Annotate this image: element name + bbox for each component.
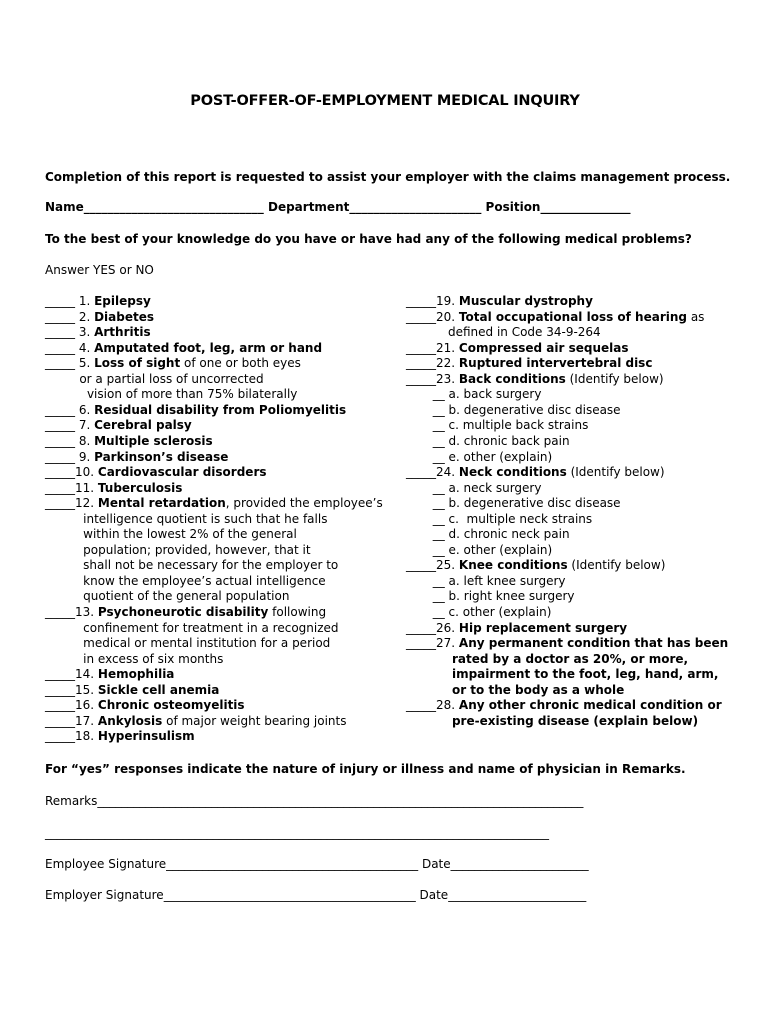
condition-item — [45, 341, 322, 357]
condition-name: pre-existing disease (explain below) — [406, 713, 699, 728]
intro-text: Completion of this report is requested to assist your employer with the claims management process. — [45, 170, 731, 184]
condition-item — [406, 434, 570, 450]
answer-blank[interactable]: _____ — [45, 605, 75, 619]
answer-blank[interactable]: _____ — [406, 558, 436, 573]
condition-number: 20. — [436, 309, 459, 324]
condition-name: Epilepsy — [94, 294, 151, 308]
answer-blank[interactable]: _____ — [45, 449, 79, 464]
condition-number: 17. — [75, 713, 98, 728]
condition-name: Tuberculosis — [97, 480, 183, 495]
answer-blank[interactable]: _____ — [45, 402, 79, 417]
condition-name: Diabetes — [94, 309, 155, 324]
condition-name: Ruptured intervertebral disc — [458, 356, 653, 371]
condition-item — [45, 450, 228, 466]
condition-item — [45, 310, 154, 326]
condition-item — [45, 589, 289, 605]
condition-number: 14. — [75, 667, 98, 682]
condition-detail: within the lowest 2% of the general — [45, 527, 297, 542]
condition-item — [406, 450, 552, 466]
condition-number: 2. — [78, 309, 95, 324]
answer-blank[interactable]: _____ — [45, 465, 75, 480]
employee-date-label: Date — [418, 857, 451, 871]
answer-blank[interactable]: _____ — [45, 682, 75, 697]
condition-detail: defined in Code 34-9-264 — [406, 325, 601, 340]
condition-name: Total occupational loss of hearing — [458, 309, 687, 324]
answer-blank[interactable]: _____ — [406, 636, 436, 651]
answer-blank[interactable]: _____ — [45, 480, 75, 495]
condition-item — [406, 543, 552, 559]
condition-item — [406, 667, 719, 683]
employer-signature-field[interactable]: __________________________________________ — [163, 888, 416, 902]
condition-detail: __ e. other (explain) — [406, 449, 553, 464]
condition-name: Muscular dystrophy — [458, 294, 593, 308]
condition-number: 26. — [436, 620, 459, 635]
condition-item — [406, 512, 592, 528]
condition-item — [45, 683, 219, 699]
condition-number: 10. — [75, 465, 98, 480]
condition-detail: __ b. right knee surgery — [406, 589, 575, 604]
remarks-field-continued[interactable]: ____________________________________________________________________________________ — [45, 826, 549, 840]
employer-date-field[interactable]: _______________________ — [448, 888, 587, 902]
answer-blank[interactable]: _____ — [45, 698, 75, 713]
condition-detail: __ b. degenerative disc disease — [406, 496, 621, 511]
condition-detail: know the employee’s actual intelligence — [45, 573, 326, 588]
condition-name: Psychoneurotic disability — [97, 605, 269, 619]
condition-detail: __ d. chronic neck pain — [406, 527, 570, 542]
condition-item — [45, 294, 151, 310]
condition-item — [406, 465, 665, 481]
condition-item — [406, 310, 704, 326]
condition-item — [45, 512, 327, 528]
condition-number: 21. — [436, 340, 459, 355]
condition-item — [45, 698, 245, 714]
condition-item — [45, 434, 213, 450]
department-label: Department — [267, 200, 350, 214]
answer-blank[interactable]: _____ — [45, 418, 79, 433]
condition-detail: shall not be necessary for the employer to — [45, 558, 339, 573]
condition-detail: or a partial loss of uncorrected — [45, 371, 264, 386]
answer-blank[interactable]: _____ — [406, 371, 436, 386]
condition-item — [406, 294, 593, 310]
condition-number: 12. — [75, 496, 98, 511]
condition-item — [45, 729, 195, 745]
condition-name: Back conditions — [458, 371, 566, 386]
condition-item — [406, 698, 722, 714]
condition-detail: , provided the employee’s — [225, 496, 383, 511]
name-label: Name — [45, 200, 84, 214]
position-label: Position — [485, 200, 541, 214]
answer-blank[interactable]: _____ — [406, 465, 436, 480]
answer-blank[interactable]: _____ — [45, 294, 79, 308]
employee-signature-row — [45, 857, 589, 873]
remarks-field[interactable]: _________________________________________________________________________________ — [97, 794, 584, 808]
condition-item — [45, 387, 297, 403]
condition-item — [45, 325, 151, 341]
answer-blank[interactable]: _____ — [45, 667, 75, 682]
condition-name: Cardiovascular disorders — [97, 465, 267, 480]
condition-name: Hip replacement surgery — [458, 620, 628, 635]
condition-number: 11. — [75, 480, 98, 495]
condition-name: Chronic osteomyelitis — [97, 698, 245, 713]
condition-name: Mental retardation — [97, 496, 226, 511]
condition-item — [45, 527, 297, 543]
condition-item — [406, 574, 566, 590]
condition-number: 15. — [75, 682, 98, 697]
department-field[interactable]: ______________________ — [349, 200, 482, 214]
condition-detail: quotient of the general population — [45, 589, 290, 604]
condition-detail: of one or both eyes — [180, 356, 301, 371]
condition-item — [45, 652, 223, 668]
condition-number: 16. — [75, 698, 98, 713]
condition-item — [406, 621, 627, 637]
condition-item — [406, 418, 588, 434]
condition-detail: following — [268, 605, 327, 619]
condition-name: Hyperinsulism — [97, 729, 195, 744]
condition-name: Ankylosis — [97, 713, 163, 728]
condition-item — [406, 714, 698, 730]
condition-detail: __ c. other (explain) — [406, 605, 552, 619]
condition-item — [406, 589, 575, 605]
employer-signature-row — [45, 888, 586, 904]
condition-detail: (Identify below) — [566, 465, 665, 480]
condition-detail: __ c. multiple back strains — [406, 418, 589, 433]
condition-detail: population; provided, however, that it — [45, 542, 311, 557]
answer-blank[interactable]: _____ — [406, 309, 436, 324]
employee-date-field[interactable]: _______________________ — [450, 857, 589, 871]
condition-number: 19. — [436, 294, 459, 308]
answer-blank[interactable]: _____ — [45, 496, 75, 511]
condition-item — [406, 372, 664, 388]
condition-number: 6. — [78, 402, 95, 417]
condition-name: impairment to the foot, leg, hand, arm, — [406, 667, 719, 682]
condition-name: Residual disability from Poliomyelitis — [94, 402, 347, 417]
condition-item — [45, 372, 264, 388]
condition-name: Neck conditions — [458, 465, 567, 480]
condition-item — [406, 341, 629, 357]
condition-item — [45, 605, 326, 621]
condition-detail: medical or mental institution for a period — [45, 636, 331, 651]
condition-detail: intelligence quotient is such that he falls — [45, 511, 328, 526]
condition-detail: __ a. back surgery — [406, 387, 542, 402]
condition-item — [45, 356, 301, 372]
condition-item — [406, 636, 728, 652]
condition-item — [45, 543, 311, 559]
condition-detail: __ a. neck surgery — [406, 480, 542, 495]
condition-item — [406, 481, 541, 497]
condition-number: 18. — [75, 729, 98, 744]
condition-detail: in excess of six months — [45, 651, 224, 666]
condition-name: Cerebral palsy — [94, 418, 192, 433]
condition-detail: as — [687, 309, 705, 324]
question-text: To the best of your knowledge do you have or have had any of the following medical problems? — [45, 232, 692, 246]
answer-blank[interactable]: _____ — [45, 340, 79, 355]
condition-item — [406, 605, 551, 621]
condition-detail: (Identify below) — [567, 558, 666, 573]
condition-number: 24. — [436, 465, 459, 480]
condition-detail: (Identify below) — [565, 371, 664, 386]
condition-number: 5. — [78, 356, 95, 371]
answer-blank[interactable]: _____ — [45, 309, 79, 324]
condition-name: Amputated foot, leg, arm or hand — [94, 340, 323, 355]
condition-name: Hemophilia — [97, 667, 175, 682]
employee-signature-label: Employee Signature — [45, 857, 167, 871]
condition-item — [406, 403, 621, 419]
condition-number: 23. — [436, 371, 459, 386]
name-field[interactable]: ______________________________ — [83, 200, 264, 214]
condition-item — [45, 496, 383, 512]
condition-name: Arthritis — [94, 325, 151, 340]
employee-info-row — [45, 200, 630, 216]
employer-date-label: Date — [415, 888, 449, 902]
condition-name: or to the body as a whole — [406, 682, 625, 697]
answer-blank[interactable]: _____ — [45, 356, 79, 371]
answer-hint: Answer YES or NO — [45, 263, 154, 277]
condition-name: rated by a doctor as 20%, or more, — [406, 651, 689, 666]
condition-item — [406, 527, 570, 543]
condition-item — [45, 621, 339, 637]
condition-name: Knee conditions — [458, 558, 568, 573]
condition-number: 28. — [436, 698, 459, 713]
condition-detail: confinement for treatment in a recognized — [45, 620, 339, 635]
answer-blank[interactable]: _____ — [406, 356, 436, 371]
condition-number: 22. — [436, 356, 459, 371]
condition-item — [406, 683, 624, 699]
remarks-row — [45, 794, 583, 810]
condition-number: 1. — [78, 294, 95, 308]
condition-detail: vision of more than 75% bilaterally — [45, 387, 298, 402]
footer-instruction: For “yes” responses indicate the nature of injury or illness and name of physician in Remarks. — [45, 762, 686, 776]
form-title: POST-OFFER-OF-EMPLOYMENT MEDICAL INQUIRY — [190, 93, 580, 109]
condition-detail: __ d. chronic back pain — [406, 433, 570, 448]
condition-detail: __ b. degenerative disc disease — [406, 402, 621, 417]
condition-item — [406, 356, 652, 372]
condition-item — [406, 325, 601, 341]
employer-signature-label: Employer Signature — [45, 888, 164, 902]
condition-name: Multiple sclerosis — [94, 433, 213, 448]
condition-item — [406, 558, 665, 574]
condition-detail: __ a. left knee surgery — [406, 573, 566, 588]
condition-name: Any other chronic medical condition or — [458, 698, 722, 713]
condition-number: 25. — [436, 558, 459, 573]
condition-number: 8. — [78, 433, 95, 448]
condition-item — [45, 481, 182, 497]
answer-blank[interactable]: _____ — [45, 433, 79, 448]
answer-blank[interactable]: _____ — [406, 340, 436, 355]
condition-name: Any permanent condition that has been — [458, 636, 729, 651]
condition-item — [45, 714, 346, 730]
remarks-label: Remarks — [45, 794, 98, 808]
condition-item — [45, 558, 338, 574]
answer-blank[interactable]: _____ — [45, 325, 79, 340]
condition-item — [45, 636, 330, 652]
condition-item — [45, 574, 326, 590]
condition-number: 4. — [78, 340, 95, 355]
condition-number: 27. — [436, 636, 459, 651]
answer-blank[interactable]: _____ — [406, 294, 436, 308]
condition-detail: __ e. other (explain) — [406, 542, 553, 557]
condition-number: 7. — [78, 418, 95, 433]
condition-item — [406, 652, 688, 668]
condition-item — [45, 667, 174, 683]
condition-number: 9. — [78, 449, 95, 464]
condition-number: 3. — [78, 325, 95, 340]
condition-name: Parkinson’s disease — [94, 449, 229, 464]
condition-item — [406, 387, 541, 403]
answer-blank[interactable]: _____ — [45, 729, 75, 744]
condition-number: 13. — [75, 605, 98, 619]
condition-item — [45, 465, 267, 481]
condition-name: Compressed air sequelas — [458, 340, 629, 355]
answer-blank[interactable]: _____ — [45, 713, 75, 728]
condition-detail: __ c. multiple neck strains — [406, 511, 593, 526]
condition-item — [406, 496, 621, 512]
answer-blank[interactable]: _____ — [406, 698, 436, 713]
condition-item — [45, 403, 346, 419]
employee-signature-field[interactable]: __________________________________________ — [166, 857, 419, 871]
condition-name: Loss of sight — [94, 356, 181, 371]
position-field[interactable]: _______________ — [540, 200, 631, 214]
answer-blank[interactable]: _____ — [406, 620, 436, 635]
condition-item — [45, 418, 192, 434]
condition-detail: of major weight bearing joints — [162, 713, 347, 728]
condition-name: Sickle cell anemia — [97, 682, 220, 697]
